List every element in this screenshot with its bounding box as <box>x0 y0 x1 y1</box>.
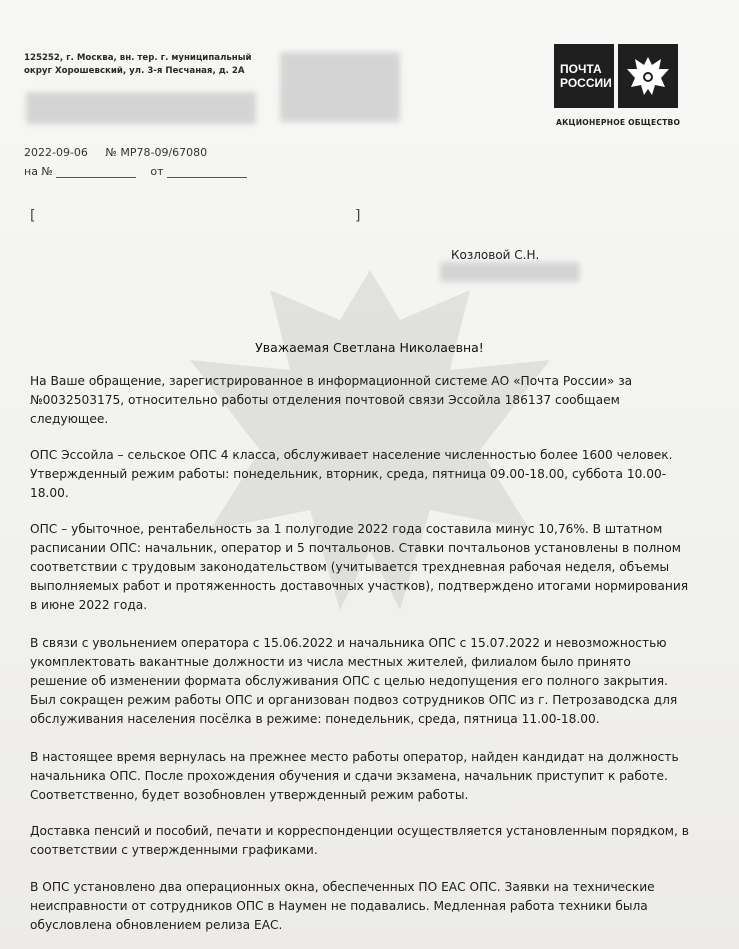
letter-date: 2022-09-06 <box>24 146 88 159</box>
paragraph-line: соответствии с трудовым законодательством (учитывается трехдневная рабочая неделя, объемы <box>30 560 670 574</box>
logo-caption: АКЦИОНЕРНОЕ ОБЩЕСТВО <box>556 118 681 127</box>
logo-line2: РОССИИ <box>560 76 612 90</box>
paragraph <box>30 372 720 429</box>
paragraph <box>30 748 720 805</box>
paragraph-line: На Ваше обращение, зарегистрированное в информационной системе АО «Почта России» за <box>30 374 633 388</box>
on-no-label: на № <box>24 165 53 178</box>
reference-line <box>24 146 207 159</box>
greeting: Уважаемая Светлана Николаевна! <box>255 340 484 355</box>
paragraph-line: В ОПС установлено два операционных окна, обеспеченных ПО ЕАС ОПС. Заявки на технические <box>30 880 655 894</box>
paragraph-line: Соответственно, будет возобновлен утвержденный режим работы. <box>30 788 469 802</box>
redacted-area <box>440 262 580 282</box>
sender-address-line2: округ Хорошевский, ул. 3-я Песчаная, д. 2А <box>24 66 245 76</box>
paragraph-line: №0032503175, относительно работы отделения почтовой связи Эссойла 186137 сообщаем <box>30 393 620 407</box>
on-no-field <box>56 164 136 178</box>
paragraph-line: 18.00. <box>30 486 69 500</box>
paragraph-line: укомплектовать вакантные должности из числа местных жителей, филиалом было принято <box>30 655 631 669</box>
paragraph-line: Утвержденный режим работы: понедельник, вторник, среда, пятница 09.00-18.00, суббота 10.00- <box>30 467 667 481</box>
paragraph-line: решение об изменении формата обслуживания ОПС с целью недопущения его полного закрытия. <box>30 674 668 688</box>
paragraph-line: начальника ОПС. После прохождения обучения и сдачи экзамена, начальник приступит к работе. <box>30 769 668 783</box>
from-field <box>167 164 247 178</box>
paragraph-line: выполняемых работ и протяженность доставочных участков), подтверждено итогами нормирования <box>30 579 689 593</box>
letter-number: МР78-09/67080 <box>120 146 208 159</box>
paragraph-line: обусловлена обновлением релиза ЕАС. <box>30 918 283 932</box>
paragraph-line: ОПС Эссойла – сельское ОПС 4 класса, обслуживает население численностью более 1600 человек. <box>30 448 673 462</box>
paragraph <box>30 878 720 935</box>
paragraph-line: следующее. <box>30 412 109 426</box>
recipient-name: Козловой С.Н. <box>451 248 540 262</box>
paragraph-line: ОПС – убыточное, рентабельность за 1 полугодие 2022 года составила минус 10,76%. В штатном <box>30 522 663 536</box>
paragraph-line: В настоящее время вернулась на прежнее место работы оператор, найден кандидат на должность <box>30 750 679 764</box>
number-prefix: № <box>105 146 117 159</box>
sender-address <box>24 52 274 78</box>
double-headed-eagle-icon <box>618 44 678 108</box>
paragraph-line: неисправности от сотрудников ОПС в Наумен не подавались. Медленная работа техники была <box>30 899 648 913</box>
address-bracket-close: ] <box>355 208 361 224</box>
from-label: от <box>150 165 164 178</box>
paragraph-line: Был сокращен режим работы ОПС и организован подвоз сотрудников ОПС из г. Петрозаводска для <box>30 693 678 707</box>
paragraph-line: в июне 2022 года. <box>30 598 148 612</box>
paragraph <box>30 634 720 729</box>
paragraph <box>30 822 720 860</box>
redacted-area <box>280 52 400 122</box>
incoming-reference-line <box>24 164 247 178</box>
address-bracket-open: [ <box>30 208 36 224</box>
paragraph-line: В связи с увольнением оператора с 15.06.2022 и начальника ОПС с 15.07.2022 и невозможностью <box>30 636 667 650</box>
paragraph-line: расписании ОПС: начальник, оператор и 5 почтальонов. Ставки почтальонов установлены в полном <box>30 541 681 555</box>
paragraph-line: соответствии с утвержденными графиками. <box>30 843 318 857</box>
redacted-area <box>26 92 256 124</box>
paragraph <box>30 446 720 503</box>
logo-line1: ПОЧТА <box>560 62 602 76</box>
logo-wordmark <box>554 44 614 108</box>
paragraph-line: Доставка пенсий и пособий, печати и корреспонденции осуществляется установленным порядком, в <box>30 824 689 838</box>
paragraph-line: обслуживания населения посёлка в режиме: понедельник, среда, пятница 11.00-18.00. <box>30 712 600 726</box>
paragraph <box>30 520 720 615</box>
sender-address-line1: 125252, г. Москва, вн. тер. г. муниципальный <box>24 53 252 63</box>
